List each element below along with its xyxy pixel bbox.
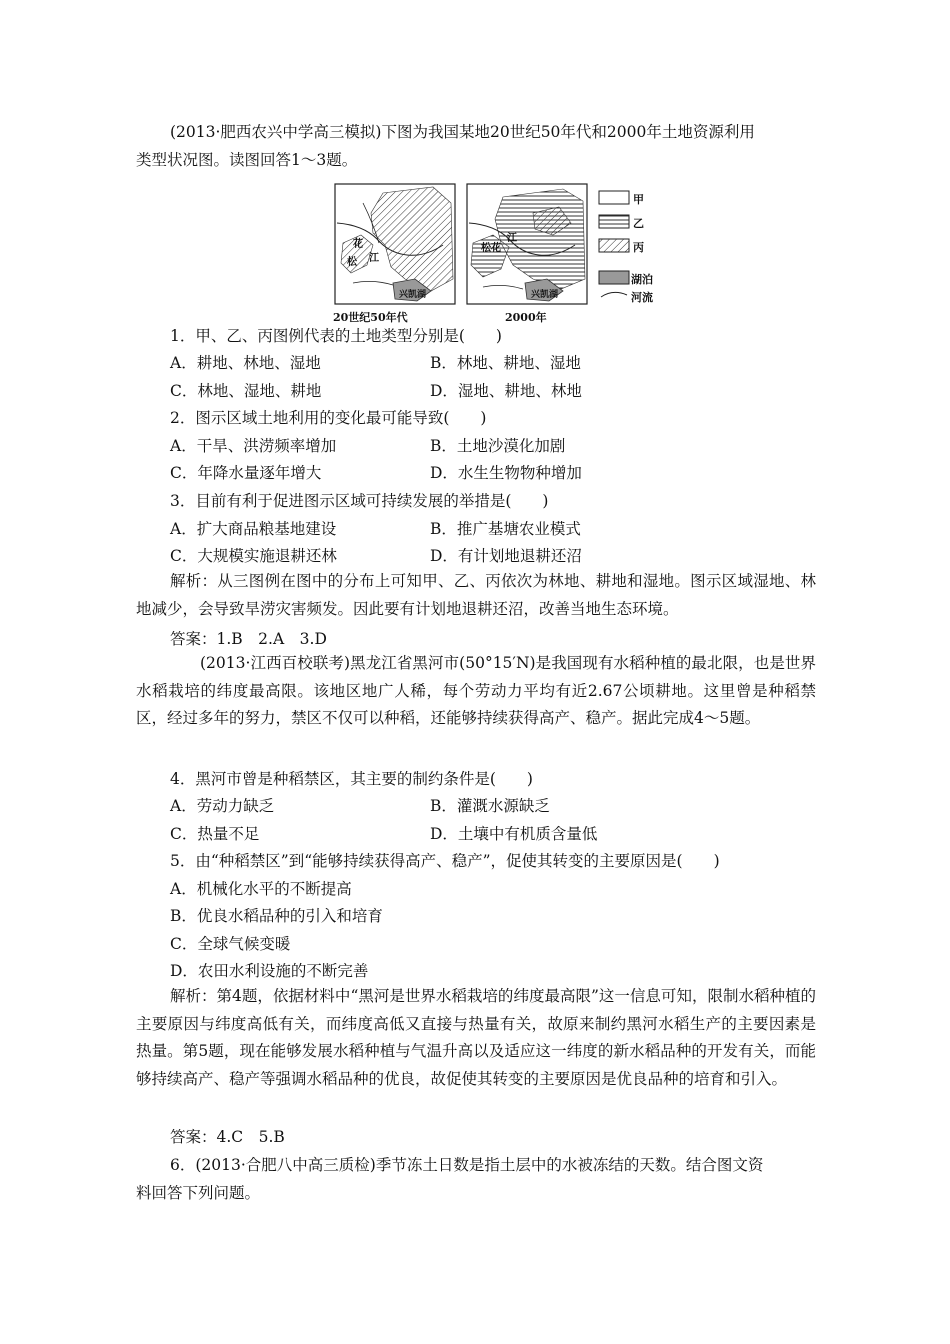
q3-option-c: C．大规模实施退耕还林 — [170, 547, 337, 565]
legend-bing: 丙 — [633, 241, 644, 254]
legend-swatches — [599, 191, 629, 297]
q6-line1: 6．(2013·合肥八中高三质检)季节冻土日数是指土层中的水被冻结的天数。结合图文资 — [170, 1156, 764, 1174]
q4-option-b: B．灌溉水源缺乏 — [430, 797, 550, 815]
q2-option-d: D．水生生物物种增加 — [430, 464, 582, 482]
q4-stem: 4．黑河市曾是种稻禁区，其主要的制约条件是( ) — [170, 770, 533, 788]
q1-option-b: B．林地、耕地、湿地 — [430, 354, 581, 372]
legend-river: 河流 — [631, 291, 653, 304]
q4-option-a: A．劳动力缺乏 — [170, 797, 275, 815]
analysis-1: 解析：从三图例在图中的分布上可知甲、乙、丙依次为林地、耕地和湿地。图示区域湿地、林地减少，会导致旱涝灾害频发。因此要有计划地退耕还沼，改善当地生态环境。 — [136, 572, 816, 618]
intro1-line2: 类型状况图。读图回答1～3题。 — [136, 151, 358, 169]
q5-option-c: C．全球气候变暖 — [170, 935, 291, 953]
q6-line2: 料回答下列问题。 — [136, 1184, 261, 1202]
q3-option-b: B．推广基塘农业模式 — [430, 520, 581, 538]
q1-option-a: A．耕地、林地、湿地 — [170, 354, 321, 372]
q1-option-c: C．林地、湿地、耕地 — [170, 382, 322, 400]
land-use-figure — [333, 183, 663, 323]
q5-option-a: A．机械化水平的不断提高 — [170, 880, 352, 898]
q3-option-a: A．扩大商品粮基地建设 — [170, 520, 337, 538]
q2-option-b: B．土地沙漠化加剧 — [430, 437, 566, 455]
map2-caption: 2000年 — [505, 311, 547, 324]
q3-option-d: D．有计划地退耕还沼 — [430, 547, 582, 565]
q5-stem: 5．由“种稻禁区”到“能够持续获得高产、稳产”，促使其转变的主要原因是( ) — [170, 852, 720, 870]
answer-2: 答案：4.C 5.B — [170, 1128, 285, 1146]
q5-option-d: D．农田水利设施的不断完善 — [170, 962, 369, 980]
q2-option-c: C．年降水量逐年增大 — [170, 464, 322, 482]
map1-lake-label: 兴凯湖 — [399, 290, 427, 300]
legend-yi: 乙 — [633, 217, 644, 230]
legend-jia: 甲 — [633, 193, 644, 206]
intro1-line1: (2013·肥西农兴中学高三模拟)下图为我国某地20世纪50年代和2000年土地资源利用 — [170, 123, 755, 141]
q1-option-d: D．湿地、耕地、林地 — [430, 382, 582, 400]
q1-stem: 1．甲、乙、丙图例代表的土地类型分别是( ) — [170, 327, 502, 345]
map1-river-label-b: 花 — [353, 239, 363, 250]
q5-option-b: B．优良水稻品种的引入和培育 — [170, 907, 383, 925]
answer-1: 答案：1.B 2.A 3.D — [170, 630, 327, 648]
q2-option-a: A．干旱、洪涝频率增加 — [170, 437, 337, 455]
q4-option-d: D．土壤中有机质含量低 — [430, 825, 598, 843]
map2-river-label-b: 松花 — [481, 243, 501, 254]
analysis-2: 解析：第4题，依据材料中“黑河是世界水稻栽培的纬度最高限”这一信息可知，限制水稻种植的主要原因与纬度高低有关，而纬度高低又直接与热量有关，故原来制约黑河水稻生产的主要因素是热量。第5题，现在能够发展水稻种植与气温升高以及适应这一纬度的新水稻品种的开发有关，而能够持续高产、稳产等强调水稻品种的优良，故促使其转变的主要原因是优良品种的培育和引入。 — [136, 987, 816, 1088]
map1-caption: 20世纪50年代 — [333, 311, 408, 324]
map2-lake-label: 兴凯湖 — [531, 290, 559, 300]
map1-river-label-a: 江 — [369, 253, 379, 264]
legend-lake: 湖泊 — [631, 273, 653, 286]
intro-2: (2013·江西百校联考)黑龙江省黑河市(50°15′N)是我国现有水稻种植的最北限，也是世界水稻栽培的纬度最高限。该地区地广人稀，每个劳动力平均有近2.67公顷耕地。这里曾是种稻禁区，经过多年的努力，禁区不仅可以种稻，还能够持续获得高产、稳产。据此完成4～5题。 — [136, 654, 816, 728]
q4-option-c: C．热量不足 — [170, 825, 260, 843]
map2-river-label-a: 江 — [507, 233, 517, 244]
q3-stem: 3．目前有利于促进图示区域可持续发展的举措是( ) — [170, 492, 549, 510]
map1-river-label-c: 松 — [347, 257, 357, 268]
q2-stem: 2．图示区域土地利用的变化最可能导致( ) — [170, 409, 487, 427]
